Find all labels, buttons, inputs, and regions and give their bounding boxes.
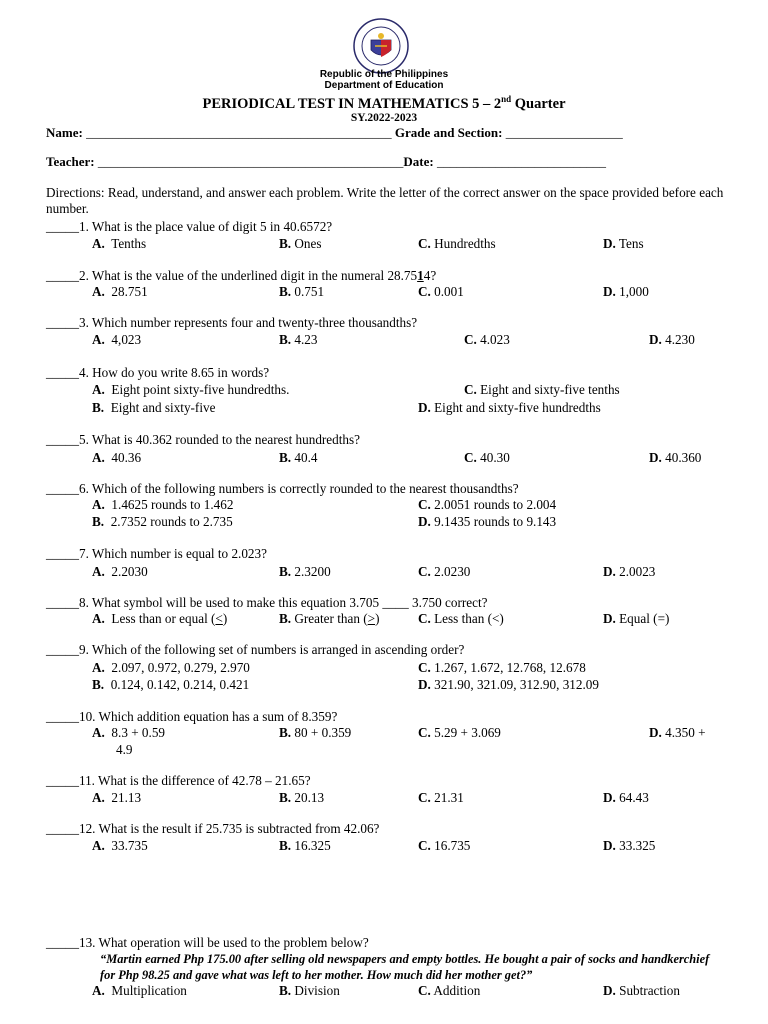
grade-section-line[interactable]: __________________ bbox=[505, 125, 623, 140]
question-13: _____13. What operation will be used to the problem below? bbox=[46, 935, 369, 950]
option-a: A. Tenths bbox=[92, 236, 147, 251]
option-a: A. 33.735 bbox=[92, 838, 148, 853]
answer-blank[interactable]: _____ bbox=[46, 365, 79, 380]
option-a: A. 28.751 bbox=[92, 284, 148, 299]
option-a: A. 8.3 + 0.59 bbox=[92, 725, 166, 740]
underlined-digit: 1 bbox=[417, 268, 424, 283]
word-problem: “Martin earned Php 175.00 after selling old newspapers and empty bottles. He bought a pair of socks and handkerchief for Php 98.25 and gave what was left to her mother. How much did her mother get?” bbox=[100, 952, 710, 982]
option-d: D. 9.1435 rounds to 9.143 bbox=[418, 514, 557, 529]
option-c: C. 1.267, 1.672, 12.768, 12.678 bbox=[418, 660, 586, 675]
question-2: _____2. What is the value of the underlined digit in the numeral 28.7514? bbox=[46, 268, 437, 283]
option-d: D. 321.90, 321.09, 312.90, 312.09 bbox=[418, 677, 599, 692]
teacher-label: Teacher: bbox=[46, 154, 95, 169]
option-d: D. 4.350 + bbox=[649, 725, 706, 740]
name-field[interactable] bbox=[46, 125, 623, 141]
option-d: D. Tens bbox=[603, 236, 644, 251]
option-c: C. 21.31 bbox=[418, 790, 464, 805]
option-d: D. 1,000 bbox=[603, 284, 649, 299]
answer-blank[interactable]: _____ bbox=[46, 546, 79, 561]
school-year: SY.2022-2023 bbox=[350, 112, 418, 124]
answer-blank[interactable]: _____ bbox=[46, 821, 79, 836]
option-c: C. Eight and sixty-five tenths bbox=[464, 382, 620, 397]
question-4: _____4. How do you write 8.65 in words? bbox=[46, 365, 270, 380]
option-c: C. 4.023 bbox=[464, 332, 510, 347]
question-5: _____5. What is 40.362 rounded to the nearest hundredths? bbox=[46, 432, 360, 447]
answer-blank[interactable]: _____ bbox=[46, 642, 79, 657]
option-a: A. Multiplication bbox=[92, 983, 187, 998]
name-line[interactable]: _______________________________________________ bbox=[86, 125, 392, 140]
question-1: _____1. What is the place value of digit 5 in 40.6572? bbox=[46, 219, 333, 234]
answer-blank[interactable]: _____ bbox=[46, 315, 79, 330]
date-label: Date: bbox=[403, 154, 434, 169]
option-c: C. 16.735 bbox=[418, 838, 471, 853]
option-d: D. 33.325 bbox=[603, 838, 656, 853]
option-d: D. Equal (=) bbox=[603, 611, 670, 626]
question-11: _____11. What is the difference of 42.78 – 21.65? bbox=[46, 773, 311, 788]
answer-blank[interactable]: _____ bbox=[46, 268, 79, 283]
name-label: Name: bbox=[46, 125, 83, 140]
option-b: B. Eight and sixty-five bbox=[92, 400, 216, 415]
test-title: PERIODICAL TEST IN MATHEMATICS 5 – 2nd Quarter bbox=[202, 94, 566, 112]
option-c: C. 2.0230 bbox=[418, 564, 471, 579]
republic-line: Republic of the Philippines bbox=[319, 69, 449, 80]
option-b: B. 20.13 bbox=[279, 790, 325, 805]
directions: Directions: Read, understand, and answer each problem. Write the letter of the correct answer on the space provided before each number. bbox=[46, 185, 724, 216]
question-3: _____3. Which number represents four and twenty-three thousandths? bbox=[46, 315, 418, 330]
option-b: B. 40.4 bbox=[279, 450, 318, 465]
option-a: A. 40.36 bbox=[92, 450, 142, 465]
option-d: D. Subtraction bbox=[603, 983, 680, 998]
grade-section-label: Grade and Section: bbox=[394, 125, 503, 140]
option-b: B. 2.7352 rounds to 2.735 bbox=[92, 514, 233, 529]
option-c: C. 5.29 + 3.069 bbox=[418, 725, 501, 740]
answer-blank[interactable]: _____ bbox=[46, 481, 79, 496]
option-c: C. Less than (<) bbox=[418, 611, 504, 626]
option-a: A. 4,023 bbox=[92, 332, 142, 347]
option-d: D. 2.0023 bbox=[603, 564, 656, 579]
option-c: C. Hundredths bbox=[418, 236, 496, 251]
option-c: C. Addition bbox=[418, 983, 481, 998]
teacher-field[interactable] bbox=[46, 154, 606, 170]
option-b: B. 16.325 bbox=[279, 838, 331, 853]
department-line: Department of Education bbox=[324, 80, 444, 91]
option-c: C. 40.30 bbox=[464, 450, 510, 465]
option-a: A. Eight point sixty-five hundredths. bbox=[92, 382, 290, 397]
answer-blank[interactable]: _____ bbox=[46, 595, 79, 610]
option-d: D. 40.360 bbox=[649, 450, 702, 465]
option-c: C. 0.001 bbox=[418, 284, 464, 299]
answer-blank[interactable]: _____ bbox=[46, 773, 79, 788]
option-c: C. 2.0051 rounds to 2.004 bbox=[418, 497, 557, 512]
question-7: _____7. Which number is equal to 2.023? bbox=[46, 546, 267, 561]
question-8: _____8. What symbol will be used to make this equation 3.705 ____ 3.750 correct? bbox=[46, 595, 488, 610]
option-d: D. 4.230 bbox=[649, 332, 695, 347]
deped-seal bbox=[353, 18, 409, 74]
option-b: B. 80 + 0.359 bbox=[279, 725, 352, 740]
option-b: B. 0.124, 0.142, 0.214, 0.421 bbox=[92, 677, 250, 692]
date-line[interactable]: __________________________ bbox=[436, 154, 606, 169]
option-b: B. Ones bbox=[279, 236, 322, 251]
option-a: A. Less than or equal (<) bbox=[92, 611, 228, 626]
option-d: D. Eight and sixty-five hundredths bbox=[418, 400, 601, 415]
option-b: B. 4.23 bbox=[279, 332, 318, 347]
answer-blank[interactable]: _____ bbox=[46, 432, 79, 447]
option-b: B. 0.751 bbox=[279, 284, 325, 299]
option-a: A. 2.097, 0.972, 0.279, 2.970 bbox=[92, 660, 250, 675]
option-a: A. 21.13 bbox=[92, 790, 142, 805]
option-b: B. Greater than (>) bbox=[279, 611, 380, 626]
question-6: _____6. Which of the following numbers is correctly rounded to the nearest thousandths? bbox=[46, 481, 519, 496]
option-a: A. 2.2030 bbox=[92, 564, 148, 579]
option-b: B. 2.3200 bbox=[279, 564, 331, 579]
question-12: _____12. What is the result if 25.735 is subtracted from 42.06? bbox=[46, 821, 380, 836]
teacher-line[interactable]: _______________________________________________ bbox=[97, 154, 404, 169]
option-b: B. Division bbox=[279, 983, 340, 998]
option-d-wrap: 4.9 bbox=[116, 742, 133, 757]
question-9: _____9. Which of the following set of numbers is arranged in ascending order? bbox=[46, 642, 465, 657]
option-a: A. 1.4625 rounds to 1.462 bbox=[92, 497, 234, 512]
answer-blank[interactable]: _____ bbox=[46, 219, 79, 234]
answer-blank[interactable]: _____ bbox=[46, 709, 79, 724]
question-10: _____10. Which addition equation has a sum of 8.359? bbox=[46, 709, 338, 724]
answer-blank[interactable]: _____ bbox=[46, 935, 79, 950]
option-d: D. 64.43 bbox=[603, 790, 649, 805]
